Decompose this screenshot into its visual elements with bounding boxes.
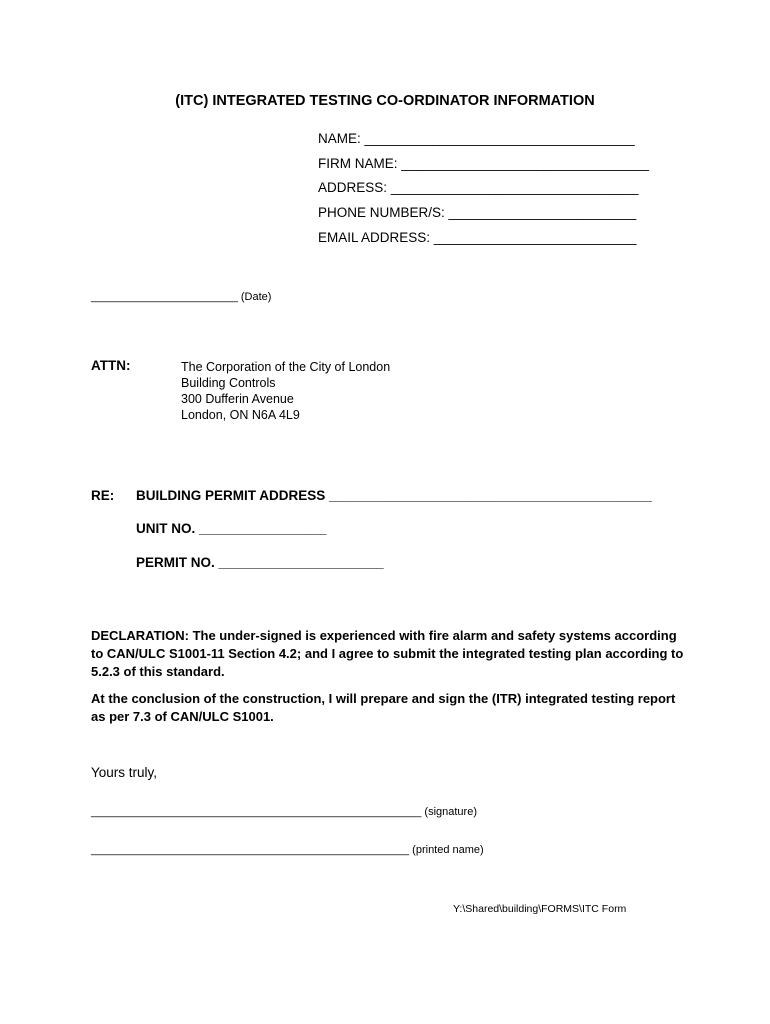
name-field[interactable]: NAME: ____________________________________ [318, 131, 635, 146]
firm-name-field[interactable]: FIRM NAME: _________________________________ [318, 156, 650, 171]
declaration-paragraph: DECLARATION: The under-signed is experienced with fire alarm and safety systems according to CAN/ULC S1001-11 Section 4.2; and I agree to submit the integrated testing plan according to 5.2.3 of this standard. [91, 628, 684, 679]
phone-field[interactable]: PHONE NUMBER/S: _________________________ [318, 205, 637, 220]
attn-line-4: London, ON N6A 4L9 [181, 408, 300, 422]
page-title: (ITC) INTEGRATED TESTING CO-ORDINATOR INFORMATION [175, 93, 595, 109]
re-label: RE: [91, 488, 115, 503]
permit-no-field[interactable]: PERMIT NO. ______________________ [136, 555, 384, 570]
unit-no-field[interactable]: UNIT NO. _________________ [136, 521, 327, 536]
attn-line-1: The Corporation of the City of London [181, 360, 391, 374]
attn-line-2: Building Controls [181, 376, 276, 390]
closing-text: Yours truly, [91, 765, 158, 780]
conclusion-paragraph: At the conclusion of the construction, I will prepare and sign the (ITR) integrated testing report as per 7.3 of CAN/ULC S1001. [91, 691, 676, 724]
attn-label: ATTN: [91, 358, 131, 373]
signature-field[interactable]: ______________________________________________________ (signature) [91, 806, 477, 818]
date-field[interactable]: ________________________ (Date) [91, 291, 272, 303]
address-field[interactable]: ADDRESS: _________________________________ [318, 180, 639, 195]
footer-file-path: Y:\Shared\building\FORMS\ITC Form [453, 903, 627, 915]
email-field[interactable]: EMAIL ADDRESS: ___________________________ [318, 230, 637, 245]
attn-line-3: 300 Dufferin Avenue [181, 392, 294, 406]
building-permit-address-field[interactable]: BUILDING PERMIT ADDRESS ___________________________________________ [136, 488, 652, 503]
printed-name-field[interactable]: ____________________________________________________ (printed name) [91, 844, 484, 856]
